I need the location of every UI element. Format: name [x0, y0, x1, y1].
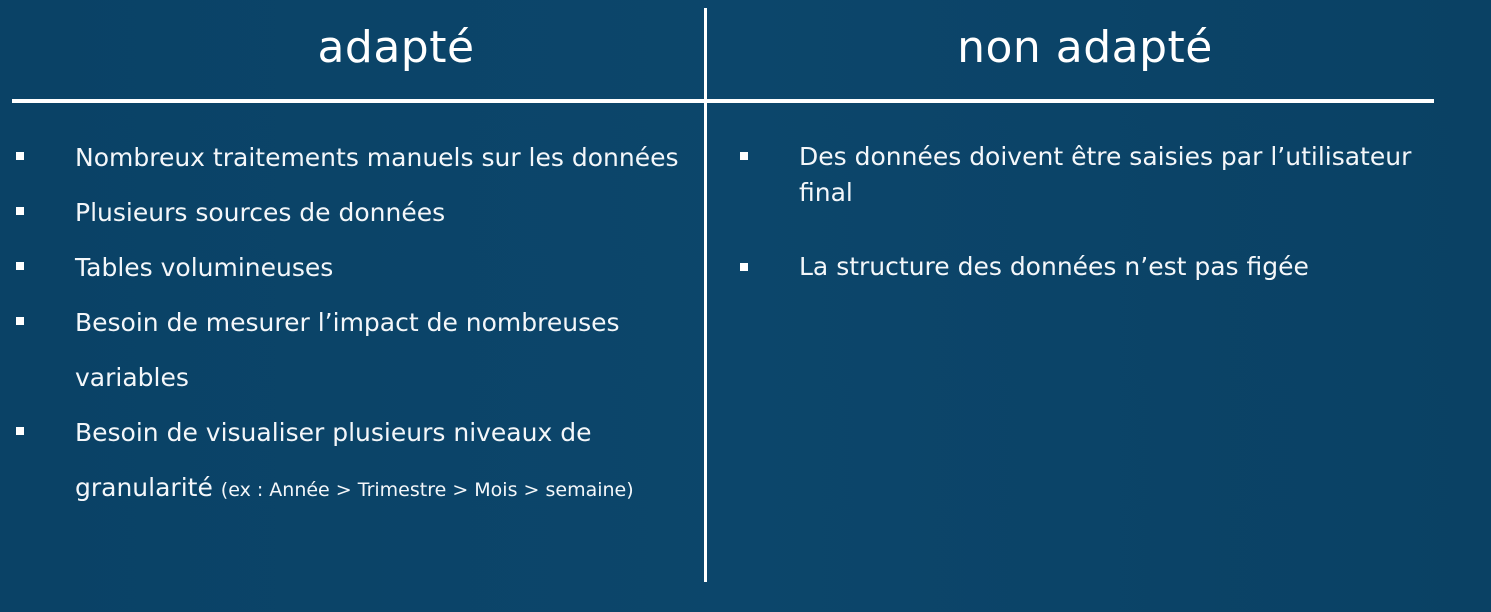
item-text: La structure des données n’est pas figée: [799, 252, 1309, 281]
list-item: [16, 130, 696, 185]
list-item: [16, 295, 696, 405]
square-bullet-icon: [16, 152, 24, 160]
list-item: [16, 405, 696, 518]
list-adapte: [16, 130, 696, 518]
list-item: [740, 249, 1430, 285]
square-bullet-icon: [16, 262, 24, 270]
square-bullet-icon: [740, 263, 748, 271]
item-text: Besoin de mesurer l’impact de nombreuses variables: [75, 308, 620, 392]
square-bullet-icon: [740, 152, 748, 160]
column-title-adapte: adapté: [317, 22, 475, 73]
square-bullet-icon: [16, 427, 24, 435]
list-item: [16, 185, 696, 240]
square-bullet-icon: [16, 207, 24, 215]
item-example-note: (ex : Année > Trimestre > Mois > semaine): [220, 479, 634, 501]
list-item: [16, 240, 696, 295]
item-text: Nombreux traitements manuels sur les données: [75, 143, 679, 172]
square-bullet-icon: [16, 317, 24, 325]
item-text: Plusieurs sources de données: [75, 198, 446, 227]
item-text: Tables volumineuses: [75, 253, 334, 282]
list-item: [740, 130, 1430, 211]
item-text: Besoin de visualiser plusieurs niveaux de granularité: [75, 418, 592, 502]
list-non-adapte: [740, 130, 1430, 285]
column-divider: [704, 8, 707, 582]
item-text: Des données doivent être saisies par l’utilisateur final: [799, 142, 1412, 207]
header-divider: [12, 99, 1434, 103]
column-title-non-adapte: non adapté: [957, 22, 1213, 73]
